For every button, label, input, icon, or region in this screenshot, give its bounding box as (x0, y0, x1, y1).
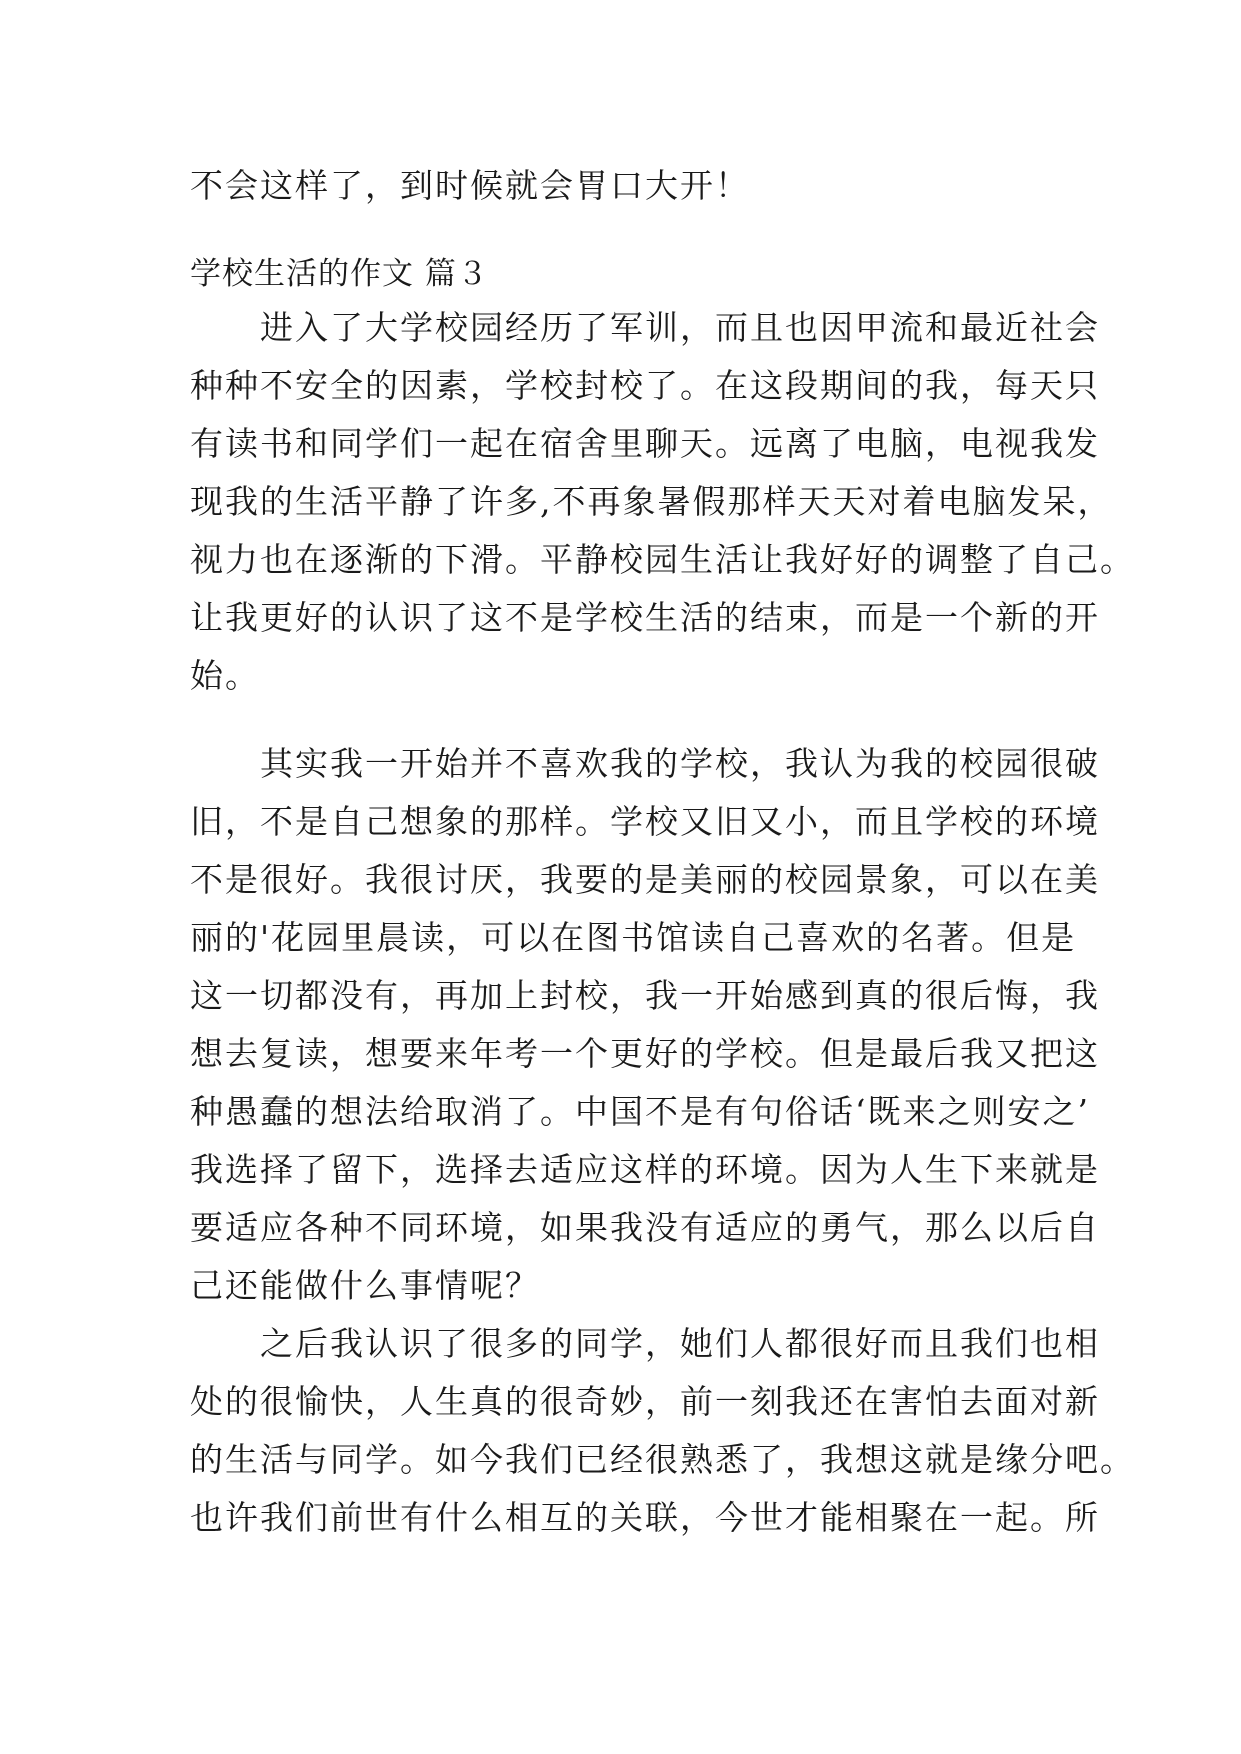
text-line: 这一切都没有，再加上封校，我一开始感到真的很后悔，我 (190, 976, 1100, 1015)
text-line: 我选择了留下，选择去适应这样的环境。因为人生下来就是 (190, 1150, 1100, 1189)
text-line: 的生活与同学。如今我们已经很熟悉了，我想这就是缘分吧。 (190, 1440, 1135, 1479)
text-line: 也许我们前世有什么相互的关联，今世才能相聚在一起。所 (190, 1498, 1100, 1537)
text-line: 种愚蠢的想法给取消了。中国不是有句俗话‘既来之则安之’ (190, 1092, 1090, 1131)
text-line: 其实我一开始并不喜欢我的学校，我认为我的校园很破 (190, 744, 1100, 783)
text-line: 视力也在逐渐的下滑。平静校园生活让我好好的调整了自己。 (190, 540, 1135, 579)
text-line: 种种不安全的因素，学校封校了。在这段期间的我，每天只 (190, 366, 1100, 405)
text-line: 旧，不是自己想象的那样。学校又旧又小，而且学校的环境 (190, 802, 1100, 841)
text-line: 要适应各种不同环境，如果我没有适应的勇气，那么以后自 (190, 1208, 1100, 1247)
text-line: 想去复读，想要来年考一个更好的学校。但是最后我又把这 (190, 1034, 1100, 1073)
text-line: 不会这样了，到时候就会胃口大开！ (190, 166, 750, 205)
text-line: 进入了大学校园经历了军训，而且也因甲流和最近社会 (190, 308, 1100, 347)
text-line: 不是很好。我很讨厌，我要的是美丽的校园景象，可以在美 (190, 860, 1100, 899)
section-heading: 学校生活的作文 篇３ (190, 256, 489, 292)
text-line: 丽的'花园里晨读，可以在图书馆读自己喜欢的名著。但是 (190, 918, 1077, 957)
text-line: 处的很愉快，人生真的很奇妙，前一刻我还在害怕去面对新 (190, 1382, 1100, 1421)
text-line: 让我更好的认识了这不是学校生活的结束，而是一个新的开 (190, 598, 1100, 637)
text-line: 之后我认识了很多的同学，她们人都很好而且我们也相 (190, 1324, 1100, 1363)
text-line: 己还能做什么事情呢？ (190, 1266, 540, 1305)
text-line: 有读书和同学们一起在宿舍里聊天。远离了电脑，电视我发 (190, 424, 1100, 463)
text-line: 始。 (190, 656, 260, 695)
text-line: 现我的生活平静了许多,不再象暑假那样天天对着电脑发呆， (190, 482, 1113, 521)
